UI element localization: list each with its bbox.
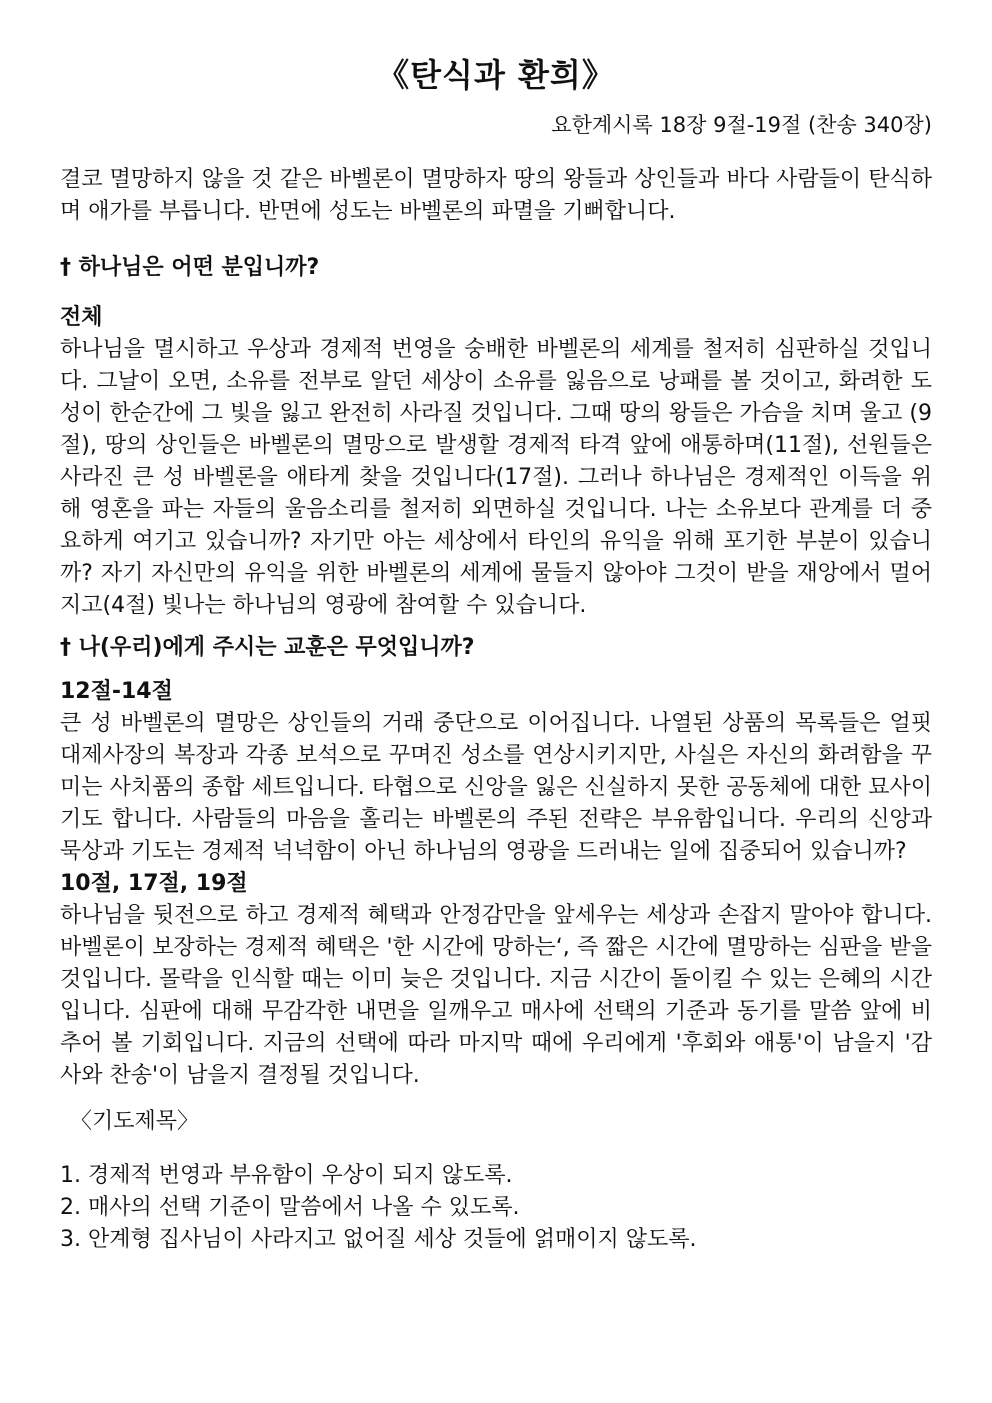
prayer-item: 1. 경제적 번영과 부유함이 우상이 되지 않도록. — [60, 1163, 513, 1188]
devotional-page — [60, 50, 932, 1256]
section1-paragraph: 하나님을 멸시하고 우상과 경제적 번영을 숭배한 바벨론의 세계를 철저히 심판하실 것입니다. 그날이 오면, 소유를 전부로 알던 세상이 소유를 잃음으로 낭패를 볼 것이고, 화려한 도성이 한순간에 그 빛을 잃고 완전히 사라질 것입니다. 그때 땅의 왕들은 가슴을 치며 울고 (9절), 땅의 상인들은 바벨론의 멸망으로 발생할 경제적 타격 앞에 애통하며(11절), 선원들은 사라진 큰 성 바벨론을 애타게 찾을 것입니다(17절). 그러나 하나님은 경제적인 이득을 위해 영혼을 파는 자들의 울음소리를 철저히 외면하실 것입니다. 나는 소유보다 관계를 더 중요하게 여기고 있습니까? 자기만 아는 세상에서 타인의 유익을 위해 포기한 부분이 있습니까? 자기 자신만의 유익을 위한 바벨론의 세계에 물들지 않아야 그것이 받을 재앙에서 멀어지고(4절) 빛나는 하나님의 영광에 참여할 수 있습니다. — [60, 337, 932, 618]
section2-part1-label: 12절-14절 — [60, 679, 173, 704]
prayer-item: 2. 매사의 선택 기준이 말씀에서 나올 수 있도록. — [60, 1195, 520, 1220]
section2-part2-paragraph: 하나님을 뒷전으로 하고 경제적 혜택과 안정감만을 앞세우는 세상과 손잡지 말아야 합니다. 바벨론이 보장하는 경제적 혜택은 '한 시간에 망하는‘, 즉 짧은 시간에 멸망하는 심판을 받을 것입니다. 몰락을 인식할 때는 이미 늦은 것입니다. 지금 시간이 돌이킬 수 있는 은혜의 시간입니다. 심판에 대해 무감각한 내면을 일깨우고 매사에 선택의 기준과 동기를 말씀 앞에 비추어 볼 기회입니다. 지금의 선택에 따라 마지막 때에 우리에게 '후회와 애통'이 남을지 '감사와 찬송'이 남을지 결정될 것입니다. — [60, 903, 932, 1088]
page-title: 《탄식과 환희》 — [377, 56, 615, 94]
prayer-list — [60, 1160, 932, 1256]
section-heading-who-is-god: † 하나님은 어떤 분입니까? — [60, 255, 320, 280]
section1-label: 전체 — [60, 305, 103, 330]
section2-part2-label: 10절, 17절, 19절 — [60, 871, 248, 896]
section2-part1-paragraph: 큰 성 바벨론의 멸망은 상인들의 거래 중단으로 이어집니다. 나열된 상품의 목록들은 얼핏 대제사장의 복장과 각종 보석으로 꾸며진 성소를 연상시키지만, 사실은 자신의 화려함을 꾸미는 사치품의 종합 세트입니다. 타협으로 신앙을 잃은 신실하지 못한 공동체에 대한 묘사이기도 합니다. 사람들의 마음을 홀리는 바벨론의 주된 전략은 부유함입니다. 우리의 신앙과 묵상과 기도는 경제적 넉넉함이 아닌 하나님의 영광을 드러내는 일에 집중되어 있습니까? — [60, 711, 932, 864]
scripture-reference: 요한계시록 18장 9절-19절 (찬송 340장) — [551, 113, 932, 137]
section-heading-lesson: † 나(우리)에게 주시는 교훈은 무엇입니까? — [60, 635, 475, 660]
prayer-title: 〈기도제목〉 — [70, 1109, 200, 1134]
intro-paragraph: 결코 멸망하지 않을 것 같은 바벨론이 멸망하자 땅의 왕들과 상인들과 바다 사람들이 탄식하며 애가를 부릅니다. 반면에 성도는 바벨론의 파멸을 기뻐합니다. — [60, 167, 932, 224]
prayer-item: 3. 안계형 집사님이 사라지고 없어질 세상 것들에 얽매이지 않도록. — [60, 1227, 697, 1252]
